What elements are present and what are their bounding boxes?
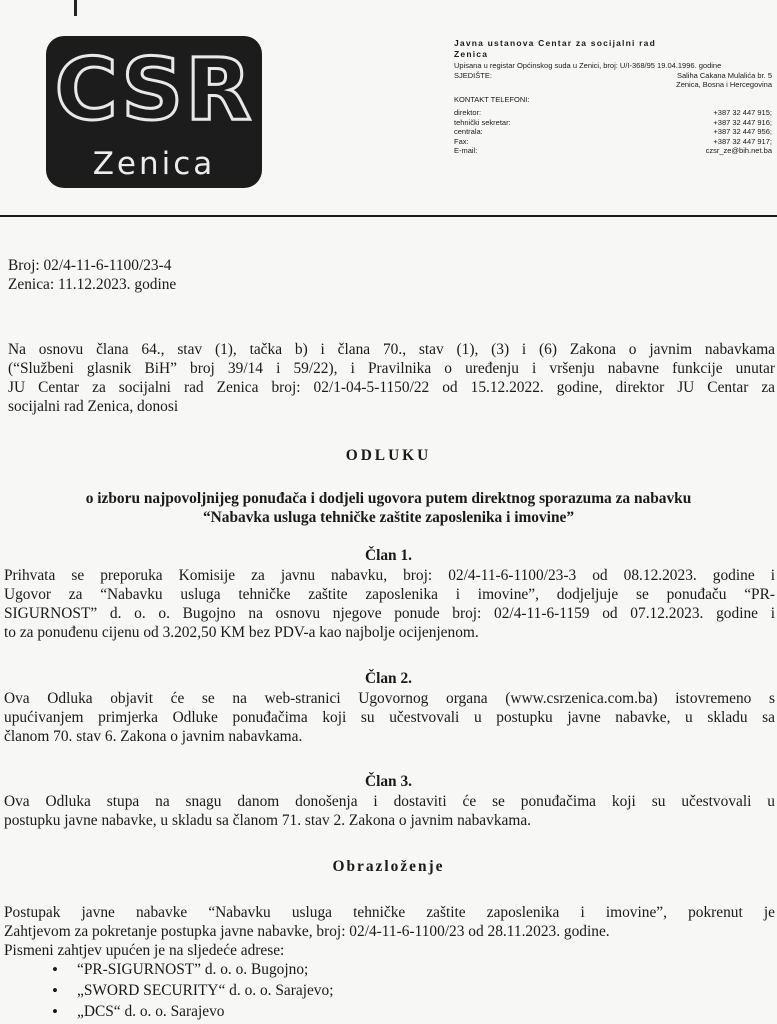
contact-value: +387 32 447 916;	[713, 117, 772, 127]
article-2-line: članom 70. stav 6. Zakona o javnim nabavkama.	[4, 728, 303, 745]
address-list	[52, 959, 333, 1022]
explanation-line: Zahtjevom za pokretanje postupka javne nabavke, broj: 02/4-11-6-1100/23 od 28.11.2023. godine.	[4, 923, 610, 940]
list-item: • “PR-SIGURNOST” d. o. o. Bugojno;	[52, 959, 333, 980]
intro-line: Na osnovu člana 64., stav (1), tačka b) i člana 70., stav (1), (3) i (6) Zakona o javnim nabavkama	[8, 341, 775, 358]
intro-line: (“Službeni glasnik BiH” broj 39/14 i 59/22), i Pravilnika o uređenju i vršenju nabavne funkcije unutar	[8, 360, 775, 377]
document-number: Broj: 02/4-11-6-1100/23-4	[8, 257, 172, 274]
explanation-title: Obrazloženje	[332, 858, 445, 875]
letterhead-contact-block	[454, 38, 772, 156]
list-item: • „SWORD SECURITY“ d. o. o. Sarajevo;	[52, 980, 333, 1001]
contact-value: +387 32 447 956;	[713, 127, 772, 136]
logo-abbreviation: CSR	[54, 40, 254, 140]
csr-logo	[46, 36, 262, 188]
article-1-line: SIGURNOST” d. o. o. Bugojno na osnovu njegove ponude broj: 02/4-11-6-1159 od 07.12.2023. godine i	[4, 605, 775, 622]
intro-line: JU Centar za socijalni rad Zenica broj: 02/1-04-5-1150/22 od 15.12.2022. godine, direktor JU Centar za	[8, 379, 775, 396]
contact-value: +387 32 447 915;	[713, 108, 772, 117]
article-1-line: to za ponuđenu cijenu od 3.202,50 KM bez PDV-a kao najbolje ocijenjenom.	[4, 624, 479, 641]
contact-row	[454, 108, 772, 118]
contact-value: +387 32 447 917;	[713, 136, 772, 146]
decision-subject-line: “Nabavka usluga tehničke zaštite zaposlenika i imovine”	[202, 509, 575, 526]
contact-label: E-mail:	[454, 146, 478, 155]
explanation-line: Postupak javne nabavke “Nabavku usluga tehničke zaštite zaposlenika i imovine”, pokrenut je	[4, 904, 775, 921]
explanation-line: Pismeni zahtjev upućen je na sljedeće adrese:	[4, 942, 285, 959]
email-link[interactable]: czsr_ze@bih.net.ba	[705, 146, 772, 155]
seat-street: Saliha Cakana Mulalića br. 5	[676, 70, 772, 80]
contact-label: centrala:	[454, 127, 483, 136]
logo-city: Zenica	[92, 146, 216, 182]
seat-row	[454, 71, 772, 81]
header-divider	[0, 215, 777, 217]
intro-line: socijalni rad Zenica, donosi	[8, 398, 179, 415]
contact-title-row	[454, 95, 772, 105]
article-1-title: Član 1.	[364, 547, 413, 564]
decision-heading: ODLUKU	[345, 447, 432, 464]
seat-city: Zenica, Bosna i Hercegovina	[676, 80, 772, 89]
article-3-title: Član 3.	[364, 773, 413, 790]
contact-row	[454, 118, 772, 128]
contact-row	[454, 137, 772, 147]
list-item: • „DCS“ d. o. o. Sarajevo	[52, 1001, 333, 1022]
org-name-line1: Javna ustanova Centar za socijalni rad	[454, 38, 656, 48]
article-1-line: Ugovor za “Nabavku usluga tehničke zaštite zaposlenika i imovine”, dodjeljuje se ponuđaču “PR-	[4, 586, 775, 603]
registration-info: Upisana u registar Općinskog suda u Zenici, broj: U/I-368/95 19.04.1996. godine	[454, 61, 722, 70]
contact-title: KONTAKT TELEFONI:	[454, 94, 530, 104]
contact-label: direktor:	[454, 108, 482, 117]
scan-mark	[74, 0, 77, 16]
article-2-line: Ova Odluka objavit će se na web-stranici Ugovornog organa (www.csrzenica.com.ba) istovremeno s	[4, 690, 775, 707]
contact-row	[454, 127, 772, 137]
article-1-line: Prihvata se preporuka Komisije za javnu nabavku, broj: 02/4-11-6-1100/23-3 od 08.12.2023. godine i	[4, 567, 775, 584]
article-3-line: postupku javne nabavke, u skladu sa članom 71. stav 2. Zakona o javnim nabavkama.	[4, 812, 531, 829]
article-2-title: Član 2.	[364, 670, 413, 687]
contact-label: Fax:	[454, 136, 469, 146]
article-2-line: upućivanjem primjerka Odluke ponuđačima koji su učestvovali u postupku javne nabavke, u skladu sa	[4, 709, 775, 726]
seat-label: SJEDIŠTE:	[454, 70, 492, 80]
document-date: Zenica: 11.12.2023. godine	[8, 276, 177, 293]
org-name-line2: Zenica	[454, 49, 489, 59]
contact-row	[454, 146, 772, 156]
decision-subject-line: o izboru najpovoljnijeg ponuđača i dodjeli ugovora putem direktnog sporazuma za nabavku	[85, 490, 692, 507]
seat-city-row	[454, 80, 772, 90]
article-3-line: Ova Odluka stupa na snagu danom donošenja i dostaviti će se ponuđačima koji su učestvovali u	[4, 793, 775, 810]
contact-label: tehnički sekretar:	[454, 117, 511, 127]
